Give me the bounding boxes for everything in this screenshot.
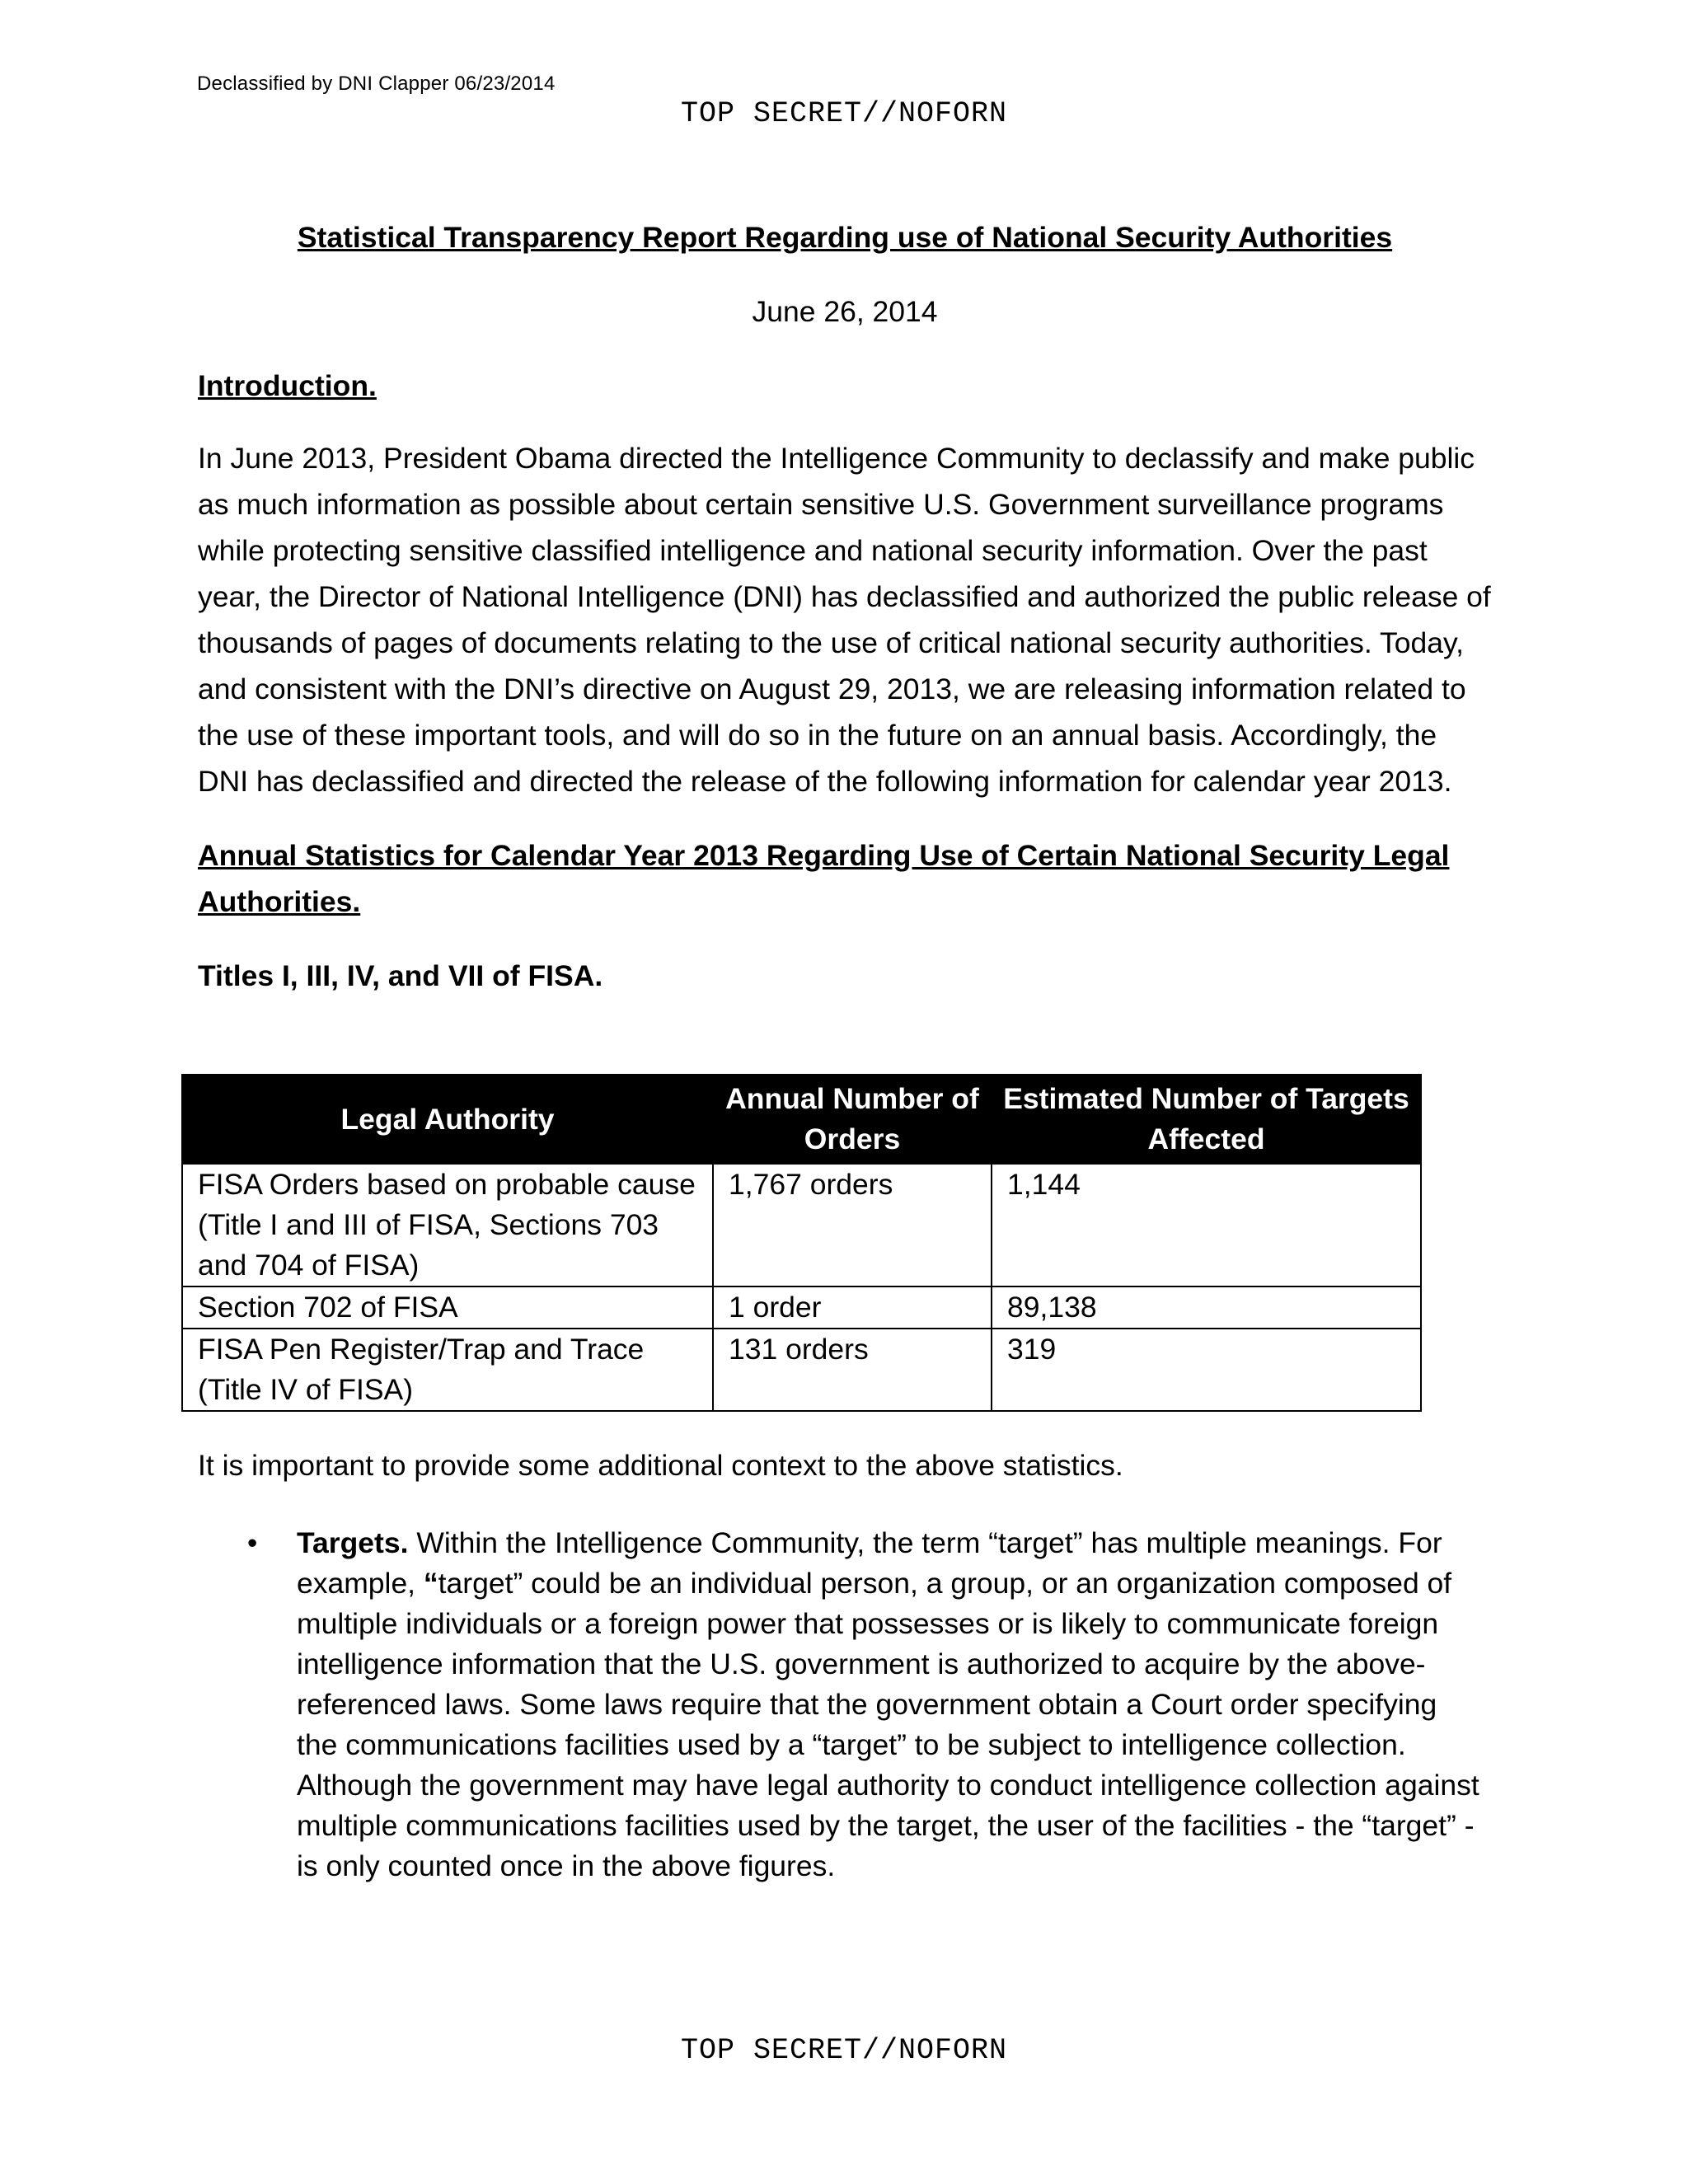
targets-bold-quote: “ — [423, 1567, 438, 1600]
cell-orders: 131 orders — [713, 1329, 992, 1411]
targets-bullet — [247, 1523, 1484, 1886]
table-row — [182, 1164, 1421, 1286]
cell-authority: Section 702 of FISA — [182, 1286, 713, 1329]
targets-bullet-text — [297, 1523, 1484, 1886]
table-row — [182, 1286, 1421, 1329]
bullet-icon: • — [247, 1527, 258, 1559]
cell-targets: 319 — [992, 1329, 1421, 1411]
cell-authority: FISA Orders based on probable cause (Title I and III of FISA, Sections 703 and 704 of FISA) — [182, 1164, 713, 1286]
cell-targets: 1,144 — [992, 1164, 1421, 1286]
cell-orders: 1 order — [713, 1286, 992, 1329]
table-header-row — [182, 1075, 1421, 1164]
targets-text-part2: target” could be an individual person, a group, or an organization composed of multiple individuals or a foreign power that possesses or is likely to communicate foreign intelligence information that the U.S. government is authorized to acquire by the above-referenced laws. Some laws require that the government obtain a Court order specifying the communications facilities used by a “target” to be subject to intelligence collection. Although the government may have legal authority to conduct intelligence collection against multiple communications facilities used by the target, the user of the facilities - the “target” - is only counted once in the above figures. — [297, 1567, 1479, 1882]
document-title: Statistical Transparency Report Regarding use of National Security Authorities — [297, 221, 1393, 254]
annual-statistics-heading: Annual Statistics for Calendar Year 2013 Regarding Use of Certain National Security Legal Authorities. — [198, 839, 1450, 918]
introduction-heading: Introduction. — [198, 369, 377, 402]
statistics-table — [181, 1074, 1422, 1412]
cell-targets: 89,138 — [992, 1286, 1421, 1329]
header-annual-orders: Annual Number of Orders — [713, 1075, 992, 1164]
header-estimated-targets: Estimated Number of Targets Affected — [992, 1075, 1421, 1164]
targets-text-part1: Within the Intelligence Community, the term “target” has multiple meanings. For example, — [297, 1526, 1442, 1600]
classification-marking-bottom: TOP SECRET//NOFORN — [680, 2034, 1008, 2067]
cell-orders: 1,767 orders — [713, 1164, 992, 1286]
fisa-titles-heading: Titles I, III, IV, and VII of FISA. — [198, 959, 603, 992]
document-body — [198, 214, 1492, 999]
targets-term: Targets. — [297, 1526, 409, 1559]
header-legal-authority: Legal Authority — [182, 1075, 713, 1164]
table-row — [182, 1329, 1421, 1411]
introduction-paragraph: In June 2013, President Obama directed the Intelligence Community to declassify and make public as much information as possible about certain sensitive U.S. Government surveillance programs while protecting sensitive classified intelligence and national security information. Over the past year, the Director of National Intelligence (DNI) has declassified and authorized the public release of thousands of pages of documents relating to the use of critical national security authorities. Today, and consistent with the DNI’s directive on August 29, 2013, we are releasing information related to the use of these important tools, and will do so in the future on an annual basis. Accordingly, the DNI has declassified and directed the release of the following information for calendar year 2013. — [198, 442, 1491, 798]
cell-authority: FISA Pen Register/Trap and Trace (Title IV of FISA) — [182, 1329, 713, 1411]
context-sentence: It is important to provide some additional context to the above statistics. — [198, 1449, 1123, 1482]
declassification-notice: Declassified by DNI Clapper 06/23/2014 — [197, 73, 556, 95]
classification-marking-top: TOP SECRET//NOFORN — [680, 97, 1008, 130]
document-date: June 26, 2014 — [752, 295, 938, 328]
